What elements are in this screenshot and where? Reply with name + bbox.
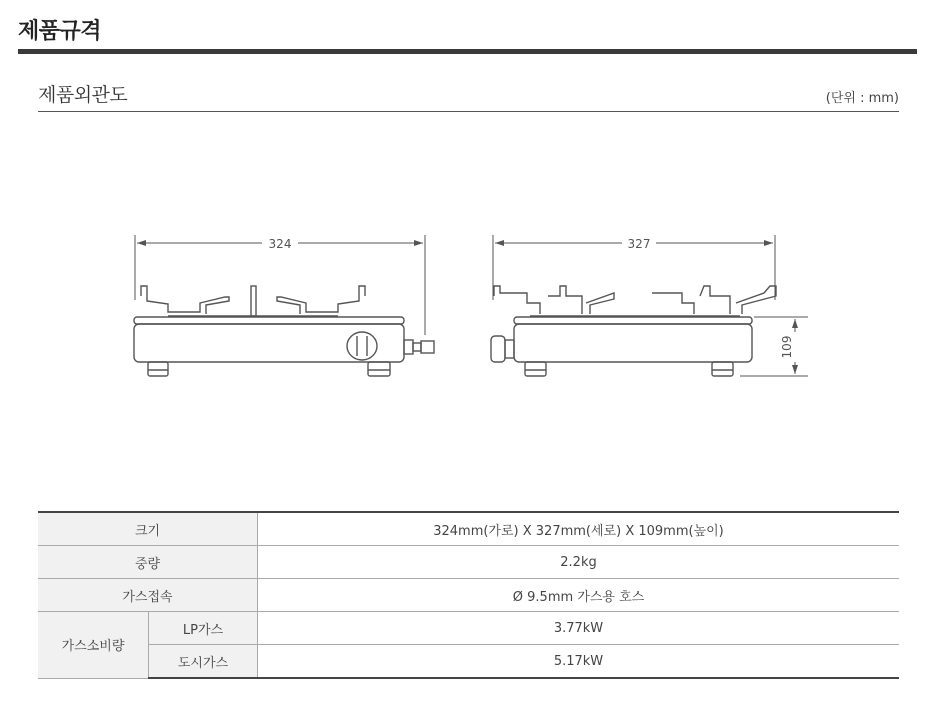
table-row xyxy=(38,579,899,612)
page-title: 제품규격 xyxy=(18,19,102,44)
spec-label-lp: LP가스 xyxy=(149,612,258,645)
table-row xyxy=(38,645,899,679)
table-row xyxy=(38,512,899,546)
front-width-label: 324 xyxy=(268,237,292,251)
side-view xyxy=(491,235,808,376)
unit-label: (단위 : mm) xyxy=(825,91,899,106)
height-label: 109 xyxy=(780,335,794,359)
spec-label-city: 도시가스 xyxy=(149,645,258,679)
spec-label-weight: 중량 xyxy=(38,546,258,579)
spec-table xyxy=(38,511,899,679)
spec-value-size: 324mm(가로) X 327mm(세로) X 109mm(높이) xyxy=(258,512,900,546)
spec-label-size: 크기 xyxy=(38,512,258,546)
spec-value-gas-connection: Ø 9.5mm 가스용 호스 xyxy=(258,579,900,612)
spec-value-lp: 3.77kW xyxy=(258,612,900,645)
front-view xyxy=(134,235,434,376)
spec-label-gas-connection: 가스접속 xyxy=(38,579,258,612)
table-row xyxy=(38,546,899,579)
spec-value-city: 5.17kW xyxy=(258,645,900,679)
section-title: 제품외관도 xyxy=(38,84,128,106)
spec-label-consumption: 가스소비량 xyxy=(38,612,149,679)
side-width-label: 327 xyxy=(627,237,651,251)
spec-value-weight: 2.2kg xyxy=(258,546,900,579)
table-row xyxy=(38,612,899,645)
